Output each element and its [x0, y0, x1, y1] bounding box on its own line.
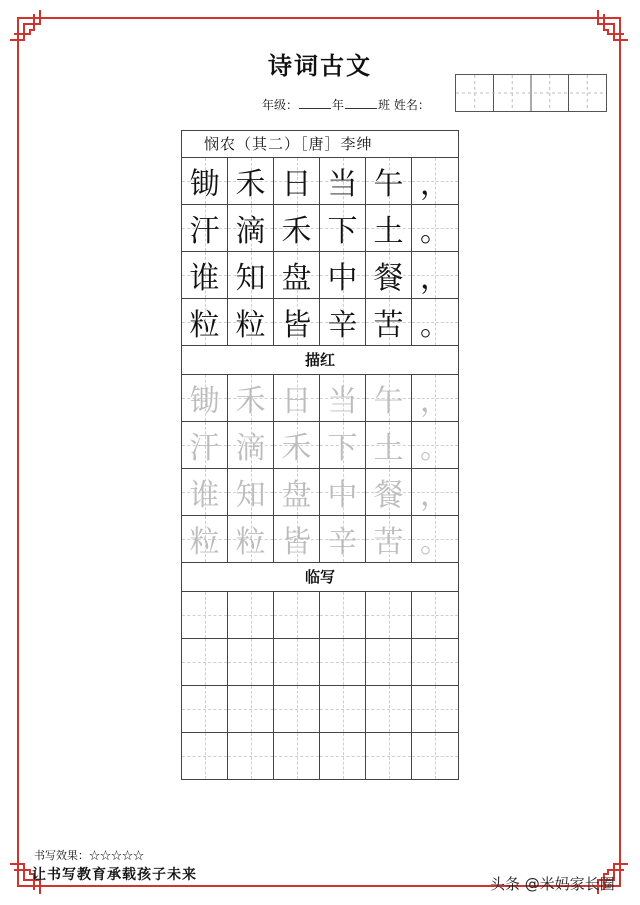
copy-grid[interactable] — [182, 592, 458, 779]
trace-grid[interactable] — [182, 375, 458, 562]
copy-cell[interactable] — [366, 686, 412, 732]
grid-cell — [320, 252, 366, 298]
grid-cell — [182, 205, 228, 251]
trace-cell[interactable] — [228, 422, 274, 468]
trace-row[interactable] — [182, 375, 458, 422]
copy-row[interactable] — [182, 686, 458, 733]
trace-character: 下 — [327, 431, 358, 466]
character: 皆 — [281, 308, 312, 343]
writing-evaluation: 书写效果：☆☆☆☆☆ — [34, 849, 144, 862]
trace-character: 禾 — [281, 431, 312, 466]
grid-cell — [320, 205, 366, 251]
copy-cell[interactable] — [274, 733, 320, 779]
trace-punctuation: 。 — [420, 431, 450, 466]
trace-character: 粒 — [235, 525, 266, 560]
trace-character: 苦 — [373, 525, 404, 560]
footer-motto: 让书写教育承载孩子未来 — [32, 867, 197, 883]
grid-cell — [228, 299, 274, 345]
copy-cell[interactable] — [366, 639, 412, 685]
trace-cell[interactable] — [412, 516, 458, 562]
copy-cell[interactable] — [274, 639, 320, 685]
character: 谁 — [189, 261, 220, 296]
trace-cell[interactable] — [274, 516, 320, 562]
name-label: 姓名： — [393, 98, 430, 112]
copy-cell[interactable] — [366, 733, 412, 779]
punctuation: ， — [420, 167, 450, 202]
trace-cell[interactable] — [274, 422, 320, 468]
copy-section-label: 临写 — [182, 562, 458, 592]
class-label: 班 — [378, 98, 391, 112]
trace-character: 粒 — [189, 525, 220, 560]
trace-character: 餐 — [373, 478, 404, 513]
grid-cell — [228, 205, 274, 251]
copy-cell[interactable] — [320, 639, 366, 685]
trace-character: 锄 — [189, 384, 220, 419]
trace-cell[interactable] — [320, 516, 366, 562]
copy-cell[interactable] — [412, 686, 458, 732]
copy-cell[interactable] — [228, 639, 274, 685]
trace-character: 滴 — [235, 431, 266, 466]
character: 当 — [327, 167, 358, 202]
grid-cell — [412, 205, 458, 251]
trace-cell[interactable] — [412, 375, 458, 421]
grid-cell — [366, 299, 412, 345]
grade-label: 年级： — [262, 98, 299, 112]
year-blank[interactable] — [299, 98, 331, 109]
trace-character: 午 — [373, 384, 404, 419]
trace-character: 知 — [235, 478, 266, 513]
trace-character: 土 — [373, 431, 404, 466]
grid-cell — [412, 299, 458, 345]
copy-cell[interactable] — [182, 592, 228, 638]
trace-punctuation: ， — [420, 478, 450, 513]
grid-cell — [366, 205, 412, 251]
character: 汗 — [189, 214, 220, 249]
copy-cell[interactable] — [366, 592, 412, 638]
copy-row[interactable] — [182, 639, 458, 686]
copy-cell[interactable] — [274, 592, 320, 638]
poem-heading: 悯农（其二）［唐］李绅 — [182, 131, 458, 158]
model-row — [182, 205, 458, 252]
class-blank[interactable] — [345, 98, 377, 109]
character: 日 — [281, 167, 312, 202]
grid-cell — [412, 158, 458, 204]
trace-character: 禾 — [235, 384, 266, 419]
character: 锄 — [189, 167, 220, 202]
trace-cell[interactable] — [320, 375, 366, 421]
punctuation: 。 — [420, 214, 450, 249]
grid-cell — [274, 252, 320, 298]
character: 中 — [327, 261, 358, 296]
model-row — [182, 252, 458, 299]
grid-cell — [274, 205, 320, 251]
copy-cell[interactable] — [274, 686, 320, 732]
trace-cell[interactable] — [228, 375, 274, 421]
copy-cell[interactable] — [320, 592, 366, 638]
trace-cell[interactable] — [182, 516, 228, 562]
character: 禾 — [281, 214, 312, 249]
trace-cell[interactable] — [274, 375, 320, 421]
character: 盘 — [281, 261, 312, 296]
grid-cell — [320, 158, 366, 204]
trace-cell[interactable] — [182, 422, 228, 468]
copy-cell[interactable] — [228, 733, 274, 779]
trace-cell[interactable] — [366, 422, 412, 468]
copy-cell[interactable] — [182, 686, 228, 732]
trace-cell[interactable] — [228, 516, 274, 562]
trace-character: 日 — [281, 384, 312, 419]
character: 辛 — [327, 308, 358, 343]
copy-cell[interactable] — [412, 733, 458, 779]
grid-cell — [182, 158, 228, 204]
trace-character: 皆 — [281, 525, 312, 560]
trace-cell[interactable] — [366, 375, 412, 421]
character: 禾 — [235, 167, 266, 202]
trace-character: 汗 — [189, 431, 220, 466]
copy-row[interactable] — [182, 733, 458, 779]
grid-cell — [182, 252, 228, 298]
trace-cell[interactable] — [320, 422, 366, 468]
character: 午 — [373, 167, 404, 202]
trace-section-label: 描红 — [182, 345, 458, 375]
trace-character: 中 — [327, 478, 358, 513]
copy-cell[interactable] — [412, 592, 458, 638]
trace-character: 盘 — [281, 478, 312, 513]
copy-cell[interactable] — [412, 639, 458, 685]
model-row — [182, 299, 458, 345]
grid-cell — [412, 252, 458, 298]
character: 土 — [373, 214, 404, 249]
character: 苦 — [373, 308, 404, 343]
trace-row[interactable] — [182, 469, 458, 516]
grid-cell — [366, 158, 412, 204]
model-grid — [182, 158, 458, 345]
year-label: 年 — [332, 98, 345, 112]
trace-cell[interactable] — [228, 469, 274, 515]
character: 下 — [327, 214, 358, 249]
trace-punctuation: ， — [420, 384, 450, 419]
student-info — [262, 96, 430, 113]
trace-character: 当 — [327, 384, 358, 419]
name-grid[interactable] — [455, 74, 607, 112]
grid-cell — [182, 299, 228, 345]
grid-cell — [366, 252, 412, 298]
copy-cell[interactable] — [320, 733, 366, 779]
grid-cell — [228, 252, 274, 298]
trace-character: 辛 — [327, 525, 358, 560]
copy-cell[interactable] — [228, 686, 274, 732]
copy-row[interactable] — [182, 592, 458, 639]
trace-punctuation: 。 — [420, 525, 450, 560]
trace-cell[interactable] — [274, 469, 320, 515]
copy-cell[interactable] — [320, 686, 366, 732]
character: 粒 — [189, 308, 220, 343]
watermark: 头条 @米妈家长圈 — [490, 875, 615, 893]
grid-cell — [274, 158, 320, 204]
trace-cell[interactable] — [412, 469, 458, 515]
trace-row[interactable] — [182, 516, 458, 562]
trace-cell[interactable] — [366, 516, 412, 562]
trace-character: 谁 — [189, 478, 220, 513]
copy-cell[interactable] — [182, 733, 228, 779]
punctuation: 。 — [420, 308, 450, 343]
character: 餐 — [373, 261, 404, 296]
character: 粒 — [235, 308, 266, 343]
copy-cell[interactable] — [182, 639, 228, 685]
trace-cell[interactable] — [412, 422, 458, 468]
trace-cell[interactable] — [320, 469, 366, 515]
grid-cell — [228, 158, 274, 204]
page-title: 诗词古文 — [268, 51, 372, 80]
model-row — [182, 158, 458, 205]
trace-cell[interactable] — [182, 375, 228, 421]
grid-cell — [274, 299, 320, 345]
character: 知 — [235, 261, 266, 296]
copy-cell[interactable] — [228, 592, 274, 638]
trace-cell[interactable] — [366, 469, 412, 515]
trace-cell[interactable] — [182, 469, 228, 515]
grid-cell — [320, 299, 366, 345]
trace-row[interactable] — [182, 422, 458, 469]
practice-sheet — [181, 130, 459, 780]
character: 滴 — [235, 214, 266, 249]
punctuation: ， — [420, 261, 450, 296]
